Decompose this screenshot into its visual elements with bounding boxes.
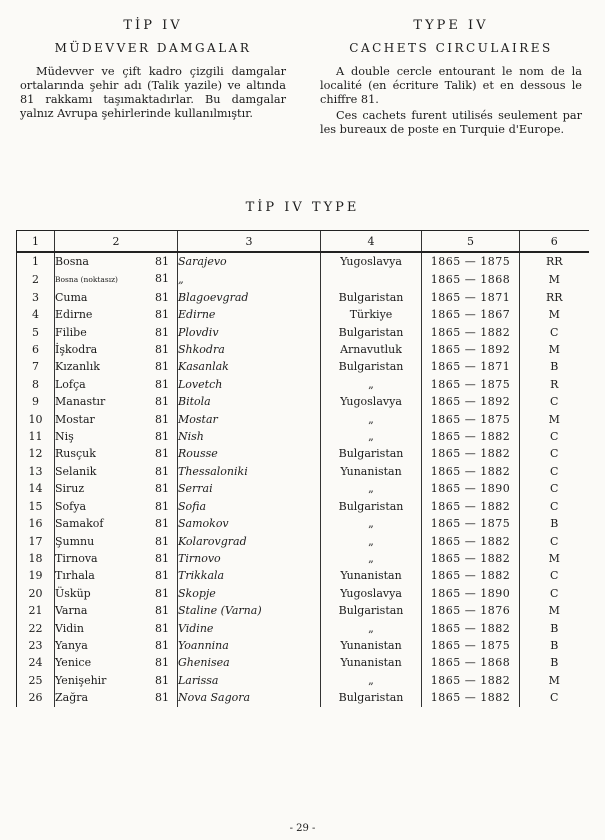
city-cell [55, 463, 178, 480]
country: Bulgaristan [321, 358, 422, 375]
table-row [17, 324, 589, 341]
row-number: 15 [17, 498, 55, 515]
turkish-section [20, 18, 286, 121]
postal-code: 81 [155, 360, 169, 374]
latin-name: Sarajevo [178, 252, 321, 270]
usage-period: 1865 — 1882 [422, 463, 520, 480]
latin-name: Mostar [178, 411, 321, 428]
latin-name: Lovetch [178, 376, 321, 393]
column-header: 3 [178, 231, 321, 253]
rarity: C [520, 567, 589, 584]
rarity: M [520, 411, 589, 428]
latin-name: Rousse [178, 445, 321, 462]
column-header: 4 [321, 231, 422, 253]
latin-name: Kasanlak [178, 358, 321, 375]
rarity: RR [520, 289, 589, 306]
city-name: Manastır [55, 395, 106, 409]
rarity: C [520, 689, 589, 706]
latin-name: Vidine [178, 620, 321, 637]
postal-code: 81 [155, 412, 169, 426]
country: Arnavutluk [321, 341, 422, 358]
usage-period: 1865 — 1882 [422, 689, 520, 706]
city-cell [55, 341, 178, 358]
country: Bulgaristan [321, 289, 422, 306]
city-cell [55, 620, 178, 637]
city-name: Zağra [55, 691, 89, 705]
city-cell [55, 689, 178, 706]
country: Bulgaristan [321, 602, 422, 619]
country: „ [321, 376, 422, 393]
table-row [17, 672, 589, 689]
country: Bulgaristan [321, 324, 422, 341]
country: Yunanistan [321, 637, 422, 654]
table-row [17, 498, 589, 515]
usage-period: 1865 — 1875 [422, 252, 520, 270]
table-row [17, 411, 589, 428]
postal-code: 81 [155, 551, 169, 565]
row-number: 13 [17, 463, 55, 480]
column-header: 5 [422, 231, 520, 253]
latin-name: Samokov [178, 515, 321, 532]
city-name: Rusçuk [55, 447, 96, 461]
row-number: 10 [17, 411, 55, 428]
usage-period: 1865 — 1892 [422, 393, 520, 410]
city-name: Yanya [55, 638, 88, 652]
usage-period: 1865 — 1882 [422, 445, 520, 462]
city-cell [55, 567, 178, 584]
city-name: Kızanlık [55, 360, 100, 374]
city-name: Yenişehir [55, 673, 107, 687]
city-cell [55, 393, 178, 410]
table-title: TİP IV TYPE [245, 200, 360, 215]
postal-code: 81 [155, 255, 169, 268]
country: „ [321, 428, 422, 445]
table-row [17, 620, 589, 637]
row-number: 24 [17, 654, 55, 671]
table-body [17, 252, 589, 707]
rarity: C [520, 533, 589, 550]
rarity: C [520, 480, 589, 497]
rarity: C [520, 428, 589, 445]
usage-period: 1865 — 1875 [422, 515, 520, 532]
french-paragraph-1: A double cercle entourant le nom de la localité (en écriture Talik) et en dessous le chiffre 81. [320, 65, 582, 106]
city-name: Lofça [55, 377, 86, 391]
postal-code: 81 [155, 395, 169, 409]
city-cell [55, 480, 178, 497]
table-row [17, 289, 589, 306]
page-number: - 29 - [289, 823, 316, 834]
city-name: Tirnova [55, 551, 98, 565]
table-row [17, 428, 589, 445]
country: Bulgaristan [321, 689, 422, 706]
city-name: Niş [55, 430, 74, 444]
postal-code: 81 [155, 447, 169, 461]
latin-name: Nova Sagora [178, 689, 321, 706]
country: Yugoslavya [321, 393, 422, 410]
postal-code: 81 [155, 430, 169, 444]
usage-period: 1865 — 1882 [422, 533, 520, 550]
rarity: M [520, 341, 589, 358]
postal-code: 81 [155, 499, 169, 513]
postal-code: 81 [155, 569, 169, 583]
latin-name: Kolarovgrad [178, 533, 321, 550]
table-row [17, 585, 589, 602]
postal-code: 81 [155, 673, 169, 687]
row-number: 6 [17, 341, 55, 358]
postal-code: 81 [155, 343, 169, 357]
row-number: 21 [17, 602, 55, 619]
row-number: 17 [17, 533, 55, 550]
postal-code: 81 [155, 517, 169, 531]
city-name: Yenice [55, 656, 92, 670]
country: „ [321, 550, 422, 567]
row-number: 23 [17, 637, 55, 654]
postal-code: 81 [155, 482, 169, 496]
cancellations-table [16, 230, 589, 707]
rarity: C [520, 445, 589, 462]
table-header-row [17, 231, 589, 253]
usage-period: 1865 — 1876 [422, 602, 520, 619]
city-name: Filibe [55, 325, 87, 339]
rarity: C [520, 498, 589, 515]
city-cell [55, 252, 178, 270]
row-number: 3 [17, 289, 55, 306]
city-cell [55, 498, 178, 515]
city-cell [55, 324, 178, 341]
latin-name: Staline (Varna) [178, 602, 321, 619]
city-name: İşkodra [55, 343, 98, 357]
latin-name: Tirnovo [178, 550, 321, 567]
latin-name: Blagoevgrad [178, 289, 321, 306]
table-row [17, 463, 589, 480]
usage-period: 1865 — 1882 [422, 672, 520, 689]
city-cell [55, 376, 178, 393]
latin-name: Larissa [178, 672, 321, 689]
rarity: M [520, 672, 589, 689]
table-row [17, 480, 589, 497]
city-cell [55, 654, 178, 671]
country: Yugoslavya [321, 252, 422, 270]
postal-code: 81 [155, 638, 169, 652]
postal-code: 81 [155, 464, 169, 478]
row-number: 14 [17, 480, 55, 497]
usage-period: 1865 — 1882 [422, 567, 520, 584]
turkish-title: TİP IV [123, 18, 183, 33]
city-name: Varna [55, 604, 88, 618]
city-cell [55, 270, 178, 288]
city-cell [55, 515, 178, 532]
city-name: Mostar [55, 412, 95, 426]
usage-period: 1865 — 1892 [422, 341, 520, 358]
country: „ [321, 672, 422, 689]
rarity: B [520, 637, 589, 654]
city-cell [55, 289, 178, 306]
country: „ [321, 620, 422, 637]
row-number: 18 [17, 550, 55, 567]
rarity: B [520, 620, 589, 637]
row-number: 20 [17, 585, 55, 602]
country: Türkiye [321, 306, 422, 323]
latin-name: Edirne [178, 306, 321, 323]
country: Yugoslavya [321, 585, 422, 602]
postal-code: 81 [155, 586, 169, 600]
city-cell [55, 637, 178, 654]
table-row [17, 306, 589, 323]
table-row [17, 445, 589, 462]
table-row [17, 637, 589, 654]
country: Yunanistan [321, 463, 422, 480]
latin-name: Trikkala [178, 567, 321, 584]
city-name: Samakof [55, 517, 104, 531]
rarity: B [520, 654, 589, 671]
usage-period: 1865 — 1871 [422, 289, 520, 306]
column-header: 1 [17, 231, 55, 253]
city-cell [55, 672, 178, 689]
postal-code: 81 [155, 656, 169, 670]
latin-name: Plovdiv [178, 324, 321, 341]
rarity: RR [520, 252, 589, 270]
postal-code: 81 [155, 272, 169, 286]
table-row [17, 376, 589, 393]
table-row [17, 341, 589, 358]
country: Yunanistan [321, 567, 422, 584]
city-name: Selanik [55, 464, 97, 478]
city-name: Siruz [55, 482, 85, 496]
usage-period: 1865 — 1875 [422, 637, 520, 654]
column-header: 2 [55, 231, 178, 253]
row-number: 5 [17, 324, 55, 341]
city-cell [55, 533, 178, 550]
usage-period: 1865 — 1875 [422, 376, 520, 393]
row-number: 9 [17, 393, 55, 410]
latin-name: „ [178, 270, 321, 288]
rarity: M [520, 270, 589, 288]
country: „ [321, 533, 422, 550]
rarity: B [520, 515, 589, 532]
rarity: B [520, 358, 589, 375]
city-name: Tırhala [55, 569, 95, 583]
city-cell [55, 550, 178, 567]
usage-period: 1865 — 1882 [422, 620, 520, 637]
row-number: 11 [17, 428, 55, 445]
postal-code: 81 [155, 308, 169, 322]
turkish-subtitle: MÜDEVVER DAMGALAR [54, 41, 252, 55]
country: „ [321, 515, 422, 532]
city-name: Şumnu [55, 534, 95, 548]
rarity: C [520, 393, 589, 410]
french-section [320, 18, 582, 137]
row-number: 25 [17, 672, 55, 689]
city-cell [55, 585, 178, 602]
latin-name: Yoannina [178, 637, 321, 654]
usage-period: 1865 — 1882 [422, 428, 520, 445]
city-cell [55, 411, 178, 428]
latin-name: Shkodra [178, 341, 321, 358]
rarity: M [520, 550, 589, 567]
french-title: TYPE IV [413, 18, 489, 33]
latin-name: Thessaloniki [178, 463, 321, 480]
postal-code: 81 [155, 621, 169, 635]
table-row [17, 602, 589, 619]
latin-name: Bitola [178, 393, 321, 410]
country: „ [321, 480, 422, 497]
city-cell [55, 602, 178, 619]
rarity: C [520, 463, 589, 480]
city-name: Sofya [55, 499, 87, 513]
french-paragraph-2: Ces cachets furent utilisés seulement par les bureaux de poste en Turquie d'Europe. [320, 109, 582, 136]
city-cell [55, 358, 178, 375]
row-number: 7 [17, 358, 55, 375]
country: Bulgaristan [321, 498, 422, 515]
french-subtitle: CACHETS CIRCULAIRES [349, 41, 553, 55]
usage-period: 1865 — 1875 [422, 411, 520, 428]
usage-period: 1865 — 1882 [422, 550, 520, 567]
city-cell [55, 306, 178, 323]
table-row [17, 393, 589, 410]
city-name: Edirne [55, 308, 93, 322]
table-row [17, 358, 589, 375]
country: Yunanistan [321, 654, 422, 671]
table-row [17, 567, 589, 584]
row-number: 26 [17, 689, 55, 706]
country: Bulgaristan [321, 445, 422, 462]
table-row [17, 252, 589, 270]
postal-code: 81 [155, 534, 169, 548]
column-header: 6 [520, 231, 589, 253]
country: „ [321, 411, 422, 428]
latin-name: Serrai [178, 480, 321, 497]
latin-name: Nish [178, 428, 321, 445]
usage-period: 1865 — 1868 [422, 270, 520, 288]
postal-code: 81 [155, 325, 169, 339]
usage-period: 1865 — 1871 [422, 358, 520, 375]
rarity: M [520, 602, 589, 619]
row-number: 4 [17, 306, 55, 323]
usage-period: 1865 — 1882 [422, 498, 520, 515]
postal-code: 81 [155, 691, 169, 705]
table-row [17, 550, 589, 567]
rarity: C [520, 585, 589, 602]
row-number: 2 [17, 270, 55, 288]
row-number: 1 [17, 252, 55, 270]
table-row [17, 515, 589, 532]
row-number: 16 [17, 515, 55, 532]
latin-name: Ghenisea [178, 654, 321, 671]
postal-code: 81 [155, 604, 169, 618]
turkish-paragraph: Müdevver ve çift kadro çizgili damgalar ortalarında şehir adı (Talik yazile) ve altında 81 rakkamı taşımaktadırlar. Bu damgalar yalnız Avrupa şehirlerinde kullanılmıştır. [20, 65, 286, 120]
usage-period: 1865 — 1882 [422, 324, 520, 341]
table-row [17, 270, 589, 288]
rarity: C [520, 324, 589, 341]
rarity: R [520, 376, 589, 393]
city-cell [55, 445, 178, 462]
city-name: Bosna (noktasız) [55, 275, 118, 285]
usage-period: 1865 — 1868 [422, 654, 520, 671]
row-number: 22 [17, 620, 55, 637]
usage-period: 1865 — 1890 [422, 585, 520, 602]
table-row [17, 689, 589, 706]
usage-period: 1865 — 1890 [422, 480, 520, 497]
table-row [17, 533, 589, 550]
usage-period: 1865 — 1867 [422, 306, 520, 323]
row-number: 8 [17, 376, 55, 393]
city-name: Üsküp [55, 586, 91, 600]
rarity: M [520, 306, 589, 323]
city-name: Bosna [55, 255, 89, 268]
city-name: Cuma [55, 290, 88, 304]
latin-name: Skopje [178, 585, 321, 602]
table-row [17, 654, 589, 671]
country [321, 270, 422, 288]
city-name: Vidin [55, 621, 84, 635]
postal-code: 81 [155, 377, 169, 391]
postal-code: 81 [155, 290, 169, 304]
city-cell [55, 428, 178, 445]
row-number: 12 [17, 445, 55, 462]
latin-name: Sofia [178, 498, 321, 515]
row-number: 19 [17, 567, 55, 584]
